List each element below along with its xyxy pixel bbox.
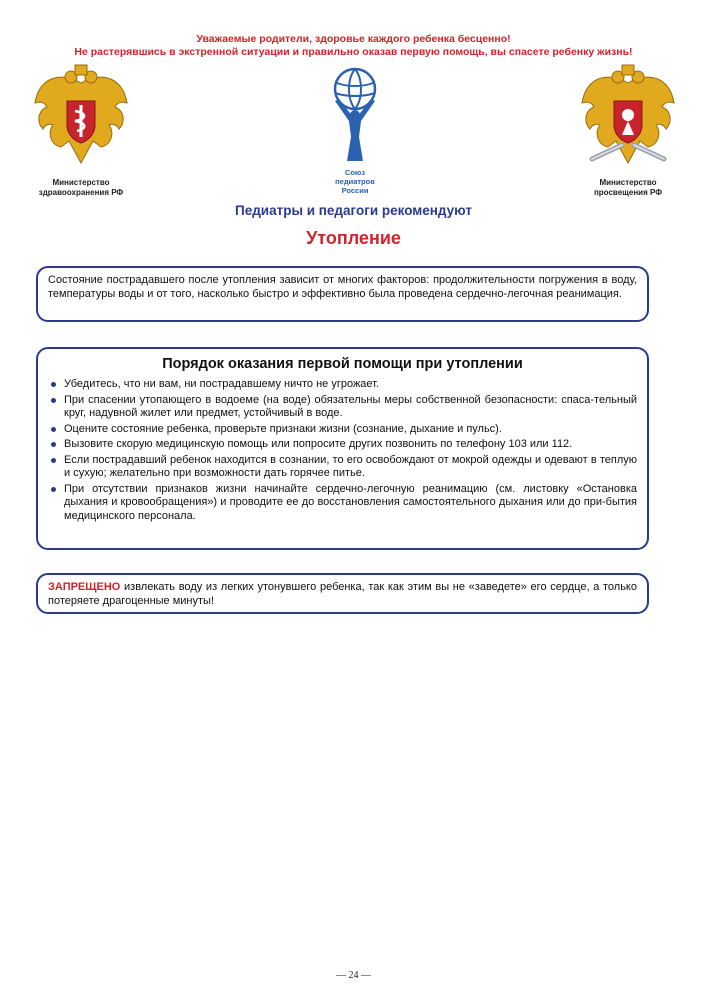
page-number: — 24 — <box>336 970 371 981</box>
union-of-pediatricians-label: Союз педиатров России <box>335 168 375 195</box>
list-item: Убедитесь, что ни вам, ни пострадавшему ничто не угрожает. <box>48 378 637 392</box>
list-item: Вызовите скорую медицинскую помощь или попросите других позвонить по телефону 103 или 112. <box>48 438 637 452</box>
coat-of-arms-education-icon <box>578 63 678 175</box>
warning-text: извлекать воду из легких утонувшего ребенка, так как этим вы не «заведете» его сердце, а только потеряете драгоценные минуты! <box>48 581 637 607</box>
warning-keyword: ЗАПРЕЩЕНО <box>48 581 121 593</box>
subtitle: Педиатры и педагоги рекомендуют <box>235 203 472 218</box>
warning-box <box>36 573 649 614</box>
header-line-2: Не растерявшись в экстренной ситуации и правильно оказав первую помощь, вы спасете ребенку жизнь! <box>74 46 633 58</box>
header-line-1: Уважаемые родители, здоровье каждого ребенка бесценно! <box>196 33 511 45</box>
list-item: Оцените состояние ребенка, проверьте признаки жизни (сознание, дыхание и пульс). <box>48 423 637 437</box>
intro-text: Состояние пострадавшего после утопления зависит от многих факторов: продолжительности погружения в воду, температуры воды и от того, насколько быстро и эффективно была проведена сердечно-легочная реанимация. <box>48 274 637 300</box>
first-aid-steps-box <box>36 347 649 550</box>
page-title: Утопление <box>306 228 401 248</box>
steps-title: Порядок оказания первой помощи при утоплении <box>162 356 523 372</box>
education-ministry-label: Министерство просвещения РФ <box>593 178 663 197</box>
health-ministry-label: Министерство здравоохранения РФ <box>38 178 124 197</box>
steps-list <box>48 378 637 523</box>
intro-box <box>36 266 649 322</box>
list-item: При спасении утопающего в водоеме (на воде) обязательны меры собственной безопасности: спаса-тельный круг, надувной жилет или предмет, устойчивый в воде. <box>48 394 637 421</box>
list-item: Если пострадавший ребенок находится в сознании, то его освобождают от мокрой одежды и одевают в теплую и сухую; желательно при возможности дать горячее питье. <box>48 454 637 481</box>
list-item: При отсутствии признаков жизни начинайте сердечно-легочную реанимацию (см. листовку «Остановка дыхания и кровообращения») и проводите ее до восстановления самостоятельного дыхания или до при-бытия медицинского персонала. <box>48 483 637 524</box>
union-of-pediatricians-icon <box>327 65 383 165</box>
coat-of-arms-health-icon <box>31 63 131 175</box>
